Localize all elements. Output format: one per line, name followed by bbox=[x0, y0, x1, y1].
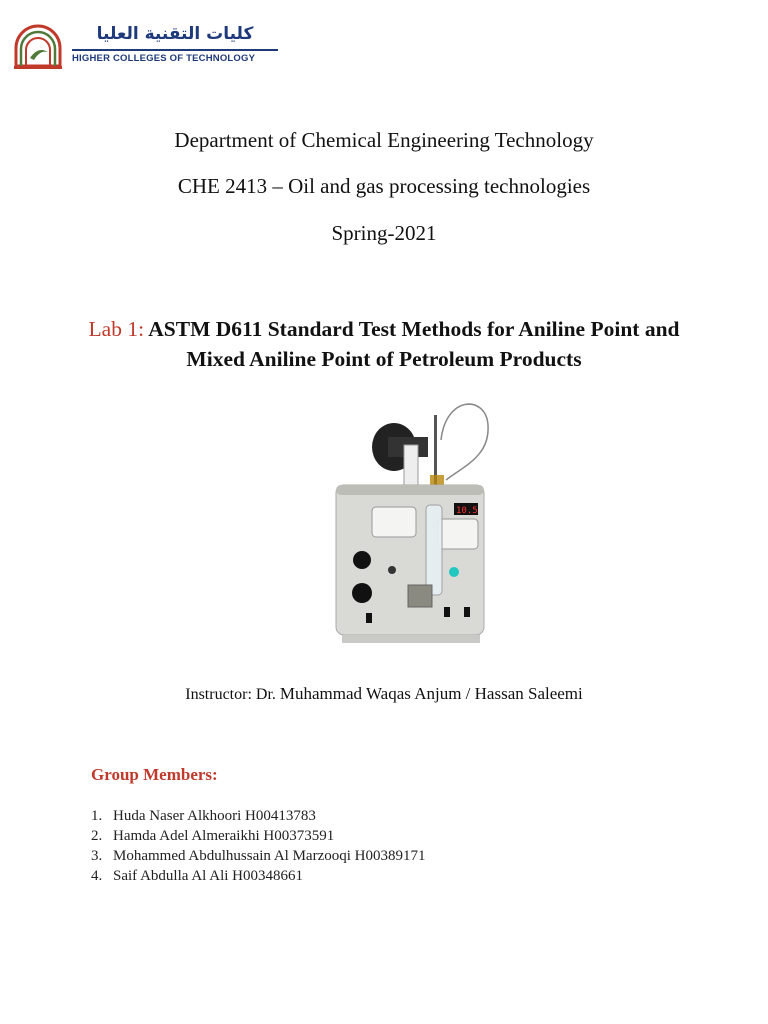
member-name: Saif Abdulla Al Ali H00348661 bbox=[113, 868, 304, 884]
course-title: CHE 2413 – Oil and gas processing technologies bbox=[177, 174, 591, 198]
list-number: 4. bbox=[91, 868, 103, 884]
lab-title-text: ASTM D611 Standard Test Methods for Aniline Point and Mixed Aniline Point of Petroleum Products bbox=[148, 317, 680, 371]
group-members-heading: Group Members: bbox=[91, 765, 218, 784]
logo-arabic-text: كليات التقنية العليا bbox=[96, 24, 254, 44]
hct-emblem-icon bbox=[10, 22, 66, 72]
term-label: Spring-2021 bbox=[331, 221, 437, 245]
list-item bbox=[91, 866, 425, 886]
lab-title bbox=[60, 314, 708, 374]
hct-logo bbox=[10, 22, 310, 72]
member-name: Huda Naser Alkhoori H00413783 bbox=[113, 808, 316, 824]
logo-english-text: HIGHER COLLEGES OF TECHNOLOGY bbox=[72, 53, 256, 64]
member-name: Mohammed Abdulhussain Al Marzooqi H00389171 bbox=[113, 848, 426, 864]
group-members-list bbox=[91, 806, 425, 886]
instructor-line bbox=[0, 684, 768, 704]
list-item bbox=[91, 826, 425, 846]
instructor-names: Muhammad Waqas Anjum / Hassan Saleemi bbox=[279, 684, 583, 703]
aniline-point-apparatus-icon bbox=[326, 385, 516, 675]
department-title: Department of Chemical Engineering Technology bbox=[174, 128, 594, 152]
list-number: 2. bbox=[91, 828, 103, 844]
instructor-label: Instructor: Dr. bbox=[185, 686, 280, 703]
list-item bbox=[91, 806, 425, 826]
list-number: 1. bbox=[91, 808, 103, 824]
list-number: 3. bbox=[91, 848, 103, 864]
list-item bbox=[91, 846, 425, 866]
lab-number: Lab 1: bbox=[88, 317, 145, 341]
member-name: Hamda Adel Almeraikhi H00373591 bbox=[113, 828, 335, 844]
display-readout: 10.5 bbox=[456, 506, 478, 516]
logo-divider bbox=[72, 49, 278, 51]
